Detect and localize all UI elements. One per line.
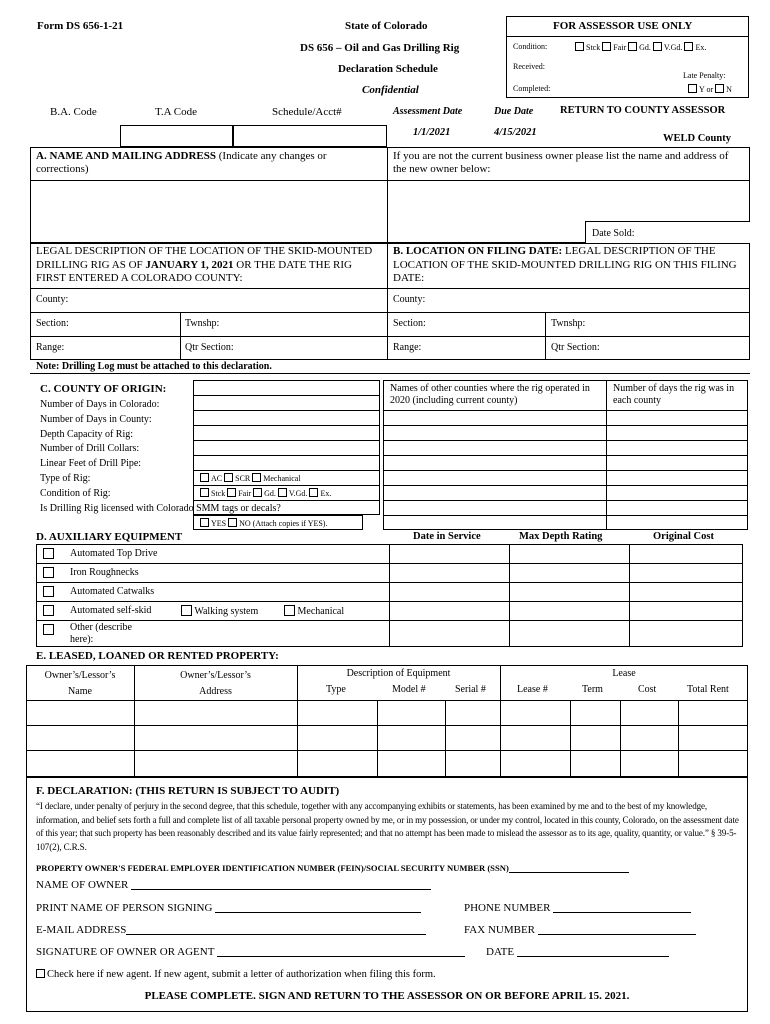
rig-condition-options: Stck Fair Gd. V.Gd. Ex. — [200, 488, 331, 498]
qtr-section-label-b: Qtr Section: — [551, 342, 600, 353]
received-label: Received: — [513, 62, 545, 71]
max-depth-header: Max Depth Rating — [519, 531, 603, 542]
checkbox-icon[interactable] — [43, 624, 54, 635]
range-label: Range: — [36, 342, 65, 353]
return-to-label: RETURN TO COUNTY ASSESSOR — [560, 105, 726, 116]
checkbox-icon[interactable] — [200, 488, 209, 497]
checkbox-icon[interactable] — [43, 605, 54, 616]
checkbox-icon[interactable] — [253, 488, 262, 497]
section-f-title: F. DECLARATION: (THIS RETURN IS SUBJECT TO AUDIT) — [36, 785, 340, 797]
due-date-label: Due Date — [494, 106, 534, 117]
smm-box — [193, 515, 363, 530]
aux-item-1: Automated Top Drive — [70, 548, 158, 559]
state-title: State of Colorado — [345, 20, 428, 32]
rig-type-options: AC SCR Mechanical — [200, 473, 301, 483]
total-rent-header: Total Rent — [687, 684, 729, 695]
aux-checkbox-3[interactable] — [43, 586, 54, 598]
date-sold-label: Date Sold: — [592, 228, 635, 239]
aux-item-4: Automated self-skid — [70, 605, 152, 616]
completed-label: Completed: — [513, 84, 551, 93]
fein-label: PROPERTY OWNER'S FEDERAL EMPLOYER IDENTIFICATION NUMBER (FEIN)/SOCIAL SECURITY NUMBER (SSN) — [36, 862, 629, 873]
signature-field[interactable]: SIGNATURE OF OWNER OR AGENT — [36, 946, 465, 958]
other-counties-header: Names of other counties where the rig operated in 2020 (including current county) — [390, 383, 590, 406]
description-header: Description of Equipment — [346, 668, 451, 679]
checkbox-icon[interactable] — [43, 567, 54, 578]
legal-right-text: B. LOCATION ON FILING DATE: LEGAL DESCRIPTION OF THE LOCATION OF THE SKID-MOUNTED DRILLING RIG ON THIS FILING DATE: — [393, 245, 737, 284]
checkbox-icon[interactable] — [227, 488, 236, 497]
checkbox-icon[interactable] — [181, 605, 192, 616]
section-d-title: D. AUXILIARY EQUIPMENT — [36, 531, 183, 543]
print-name-field[interactable]: PRINT NAME OF PERSON SIGNING — [36, 902, 421, 914]
late-penalty-options: Y or N — [688, 84, 732, 94]
county-name: WELD County — [663, 133, 731, 144]
cost-header: Cost — [638, 684, 657, 695]
schedule-label: Schedule/Acct# — [272, 106, 342, 118]
checkbox-icon[interactable] — [278, 488, 287, 497]
footer-instruction: PLEASE COMPLETE. SIGN AND RETURN TO THE ASSESSOR ON OR BEFORE APRIL 15. 2021. — [144, 990, 630, 1002]
section-a-header: A. NAME AND MAILING ADDRESS (Indicate any changes or corrections) — [36, 150, 327, 175]
assessment-date: 1/1/2021 — [413, 127, 451, 138]
aux-item-3: Automated Catwalks — [70, 586, 155, 597]
checkbox-icon[interactable] — [36, 969, 45, 978]
section-c-labels: Number of Days in Colorado: Number of Days in County: Depth Capacity of Rig: Number of Drill Collars: Linear Feet of Drill Pipe: Type of Rig: Condition of Rig: Is Drilling Rig licensed with Colorado SMM tags or decals? — [40, 399, 281, 514]
assessment-date-label: Assessment Date — [393, 106, 463, 117]
date-in-service-header: Date in Service — [413, 531, 481, 542]
late-penalty-label: Late Penalty: — [683, 71, 726, 80]
aux-item-2: Iron Roughnecks — [70, 567, 139, 578]
fax-field[interactable]: FAX NUMBER — [464, 924, 696, 936]
term-header: Term — [582, 684, 603, 695]
owner-name-header: Owner’s/Lessor’s Name — [44, 670, 116, 697]
serial-header: Serial # — [455, 684, 486, 695]
aux-checkbox-5[interactable] — [43, 624, 54, 636]
checkbox-icon[interactable] — [309, 488, 318, 497]
walking-system-option[interactable]: Walking system — [181, 605, 258, 617]
form-id: Form DS 656-1-21 — [37, 20, 124, 32]
mechanical-option[interactable]: Mechanical — [284, 605, 344, 617]
model-header: Model # — [392, 684, 426, 695]
section-label: Section: — [36, 318, 69, 329]
type-header: Type — [326, 684, 346, 695]
ba-code-label: B.A. Code — [50, 106, 97, 118]
checkbox-icon[interactable] — [224, 473, 233, 482]
county-label: County: — [36, 294, 69, 305]
original-cost-header: Original Cost — [653, 531, 714, 542]
checkbox-icon[interactable] — [684, 42, 693, 51]
aux-checkbox-4[interactable] — [43, 605, 54, 617]
date-field[interactable]: DATE — [486, 946, 669, 958]
twnshp-label-b: Twnshp: — [551, 318, 586, 329]
assessor-title: FOR ASSESSOR USE ONLY — [553, 20, 693, 32]
lease-no-header: Lease # — [517, 684, 548, 695]
lease-header: Lease — [612, 668, 636, 679]
checkbox-icon[interactable] — [715, 84, 724, 93]
owner-address-header: Owner’s/Lessor’s Address — [180, 670, 251, 697]
checkbox-icon[interactable] — [284, 605, 295, 616]
section-c-title: C. COUNTY OF ORIGIN: — [40, 383, 167, 395]
section-e-title: E. LEASED, LOANED OR RENTED PROPERTY: — [36, 650, 279, 662]
new-owner-text: If you are not the current business owner please list the name and address of the new owner below: — [393, 150, 729, 175]
aux-checkbox-2[interactable] — [43, 567, 54, 579]
checkbox-icon[interactable] — [575, 42, 584, 51]
days-header: Number of days the rig was in each county — [613, 383, 735, 406]
form-title: DS 656 – Oil and Gas Drilling Rig — [300, 42, 460, 54]
section-label-b: Section: — [393, 318, 426, 329]
checkbox-icon[interactable] — [43, 548, 54, 559]
condition-options: Stck Fair Gd. V.Gd. Ex. — [575, 42, 706, 52]
legal-left-text: LEGAL DESCRIPTION OF THE LOCATION OF THE SKID-MOUNTED DRILLING RIG AS OF JANUARY 1, 2021 OR THE DATE THE RIG FIRST ENTERED A COLORADO COUNTY: — [36, 245, 373, 284]
ta-code-label: T.A Code — [155, 106, 197, 118]
declaration-text: “I declare, under penalty of perjury in the second degree, that this schedule, together with any accompanying exhibits or statements, has been examined by me and to the best of my knowledge, information, and belief sets forth a full and complete list of all taxable personal property owned by me, or in my possession, or under my control, located in this county, Colorado, on the assessment date of this year; that such property has been reasonably described and its value fairly represented; and that no attempt has been made to mislead the assessor as to its age, quality, quantity, or value.” § 39-5-107(2), C.R.S. — [36, 801, 739, 852]
county-label-b: County: — [393, 294, 426, 305]
checkbox-icon[interactable] — [688, 84, 697, 93]
checkbox-icon[interactable] — [200, 473, 209, 482]
due-date: 4/15/2021 — [494, 127, 537, 138]
new-agent-checkbox[interactable]: Check here if new agent. If new agent, submit a letter of authorization when filing this form. — [36, 969, 436, 980]
aux-checkbox-1[interactable] — [43, 548, 54, 560]
checkbox-icon[interactable] — [628, 42, 637, 51]
smm-options: YES NO (Attach copies if YES). — [200, 518, 327, 528]
form-subtitle: Declaration Schedule — [338, 63, 438, 75]
confidential-label: Confidential — [362, 84, 419, 96]
checkbox-icon[interactable] — [653, 42, 662, 51]
email-field[interactable]: E-MAIL ADDRESS — [36, 924, 426, 936]
ba-code-input[interactable] — [120, 125, 233, 147]
checkbox-icon[interactable] — [252, 473, 261, 482]
checkbox-icon[interactable] — [43, 586, 54, 597]
phone-field[interactable]: PHONE NUMBER — [464, 902, 691, 914]
qtr-section-label: Qtr Section: — [185, 342, 234, 353]
name-of-owner-field[interactable]: NAME OF OWNER — [36, 879, 431, 891]
range-label-b: Range: — [393, 342, 422, 353]
aux-item-5: Other (describe here): — [70, 622, 132, 645]
schedule-input[interactable] — [233, 125, 387, 147]
condition-label: Condition: — [513, 42, 548, 51]
checkbox-icon[interactable] — [602, 42, 611, 51]
drilling-log-note: Note: Drilling Log must be attached to this declaration. — [36, 361, 272, 372]
twnshp-label: Twnshp: — [185, 318, 220, 329]
